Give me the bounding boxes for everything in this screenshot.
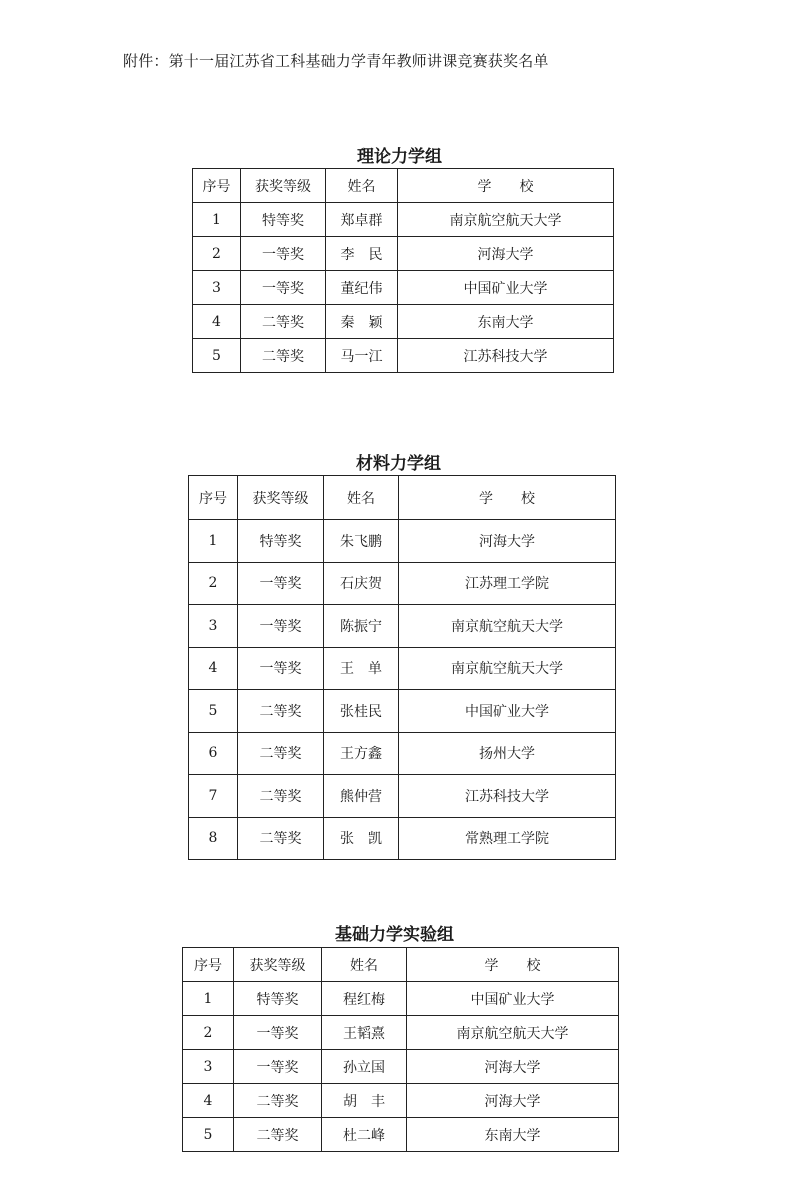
cell-award-level: 一等奖: [238, 647, 324, 690]
cell-school: 河海大学: [398, 237, 614, 271]
cell-name: 熊仲营: [324, 775, 399, 818]
cell-award-level: 二等奖: [241, 305, 326, 339]
column-header-level: 获奖等级: [234, 948, 322, 982]
cell-seq: 4: [183, 1084, 234, 1118]
cell-school: 常熟理工学院: [399, 817, 616, 860]
column-header-school: 学 校: [398, 169, 614, 203]
table-row: [193, 237, 614, 271]
cell-school: 江苏科技大学: [399, 775, 616, 818]
cell-name: 李 民: [326, 237, 398, 271]
cell-school: 河海大学: [407, 1050, 619, 1084]
attachment-header: 附件：第十一届江苏省工科基础力学青年教师讲课竞赛获奖名单: [123, 52, 549, 70]
cell-award-level: 二等奖: [238, 732, 324, 775]
table-row: [189, 520, 616, 563]
column-header-name: 姓名: [322, 948, 407, 982]
table-row: [189, 562, 616, 605]
cell-award-level: 一等奖: [241, 271, 326, 305]
table-header-row: [193, 169, 614, 203]
table-header-row: [183, 948, 619, 982]
cell-award-level: 一等奖: [241, 237, 326, 271]
cell-seq: 4: [193, 305, 241, 339]
column-header-seq: 序号: [189, 476, 238, 520]
table-row: [183, 1084, 619, 1118]
theoretical-mechanics-table: [192, 168, 614, 373]
section-title-theoretical-mechanics: 理论力学组: [357, 147, 442, 167]
column-header-level: 获奖等级: [238, 476, 324, 520]
cell-seq: 5: [193, 339, 241, 373]
table-header-row: [189, 476, 616, 520]
cell-seq: 7: [189, 775, 238, 818]
section-title-mechanics-experiment: 基础力学实验组: [335, 925, 454, 945]
cell-seq: 5: [189, 690, 238, 733]
table-row: [189, 775, 616, 818]
cell-award-level: 特等奖: [241, 203, 326, 237]
cell-seq: 8: [189, 817, 238, 860]
cell-school: 中国矿业大学: [407, 982, 619, 1016]
cell-seq: 4: [189, 647, 238, 690]
table-row: [193, 271, 614, 305]
table-row: [189, 817, 616, 860]
materials-mechanics-table: [188, 475, 616, 860]
cell-name: 杜二峰: [322, 1118, 407, 1152]
cell-award-level: 二等奖: [238, 817, 324, 860]
table-row: [189, 605, 616, 648]
cell-name: 胡 丰: [322, 1084, 407, 1118]
table-row: [183, 1050, 619, 1084]
table-row: [183, 982, 619, 1016]
cell-seq: 2: [189, 562, 238, 605]
cell-school: 江苏科技大学: [398, 339, 614, 373]
cell-award-level: 二等奖: [238, 775, 324, 818]
cell-award-level: 一等奖: [234, 1016, 322, 1050]
table-row: [183, 1118, 619, 1152]
cell-school: 南京航空航天大学: [398, 203, 614, 237]
cell-name: 程红梅: [322, 982, 407, 1016]
column-header-level: 获奖等级: [241, 169, 326, 203]
table-row: [183, 1016, 619, 1050]
column-header-school: 学 校: [407, 948, 619, 982]
cell-name: 孙立国: [322, 1050, 407, 1084]
cell-award-level: 特等奖: [234, 982, 322, 1016]
cell-seq: 3: [183, 1050, 234, 1084]
cell-seq: 2: [183, 1016, 234, 1050]
cell-name: 王韬熹: [322, 1016, 407, 1050]
cell-name: 王方鑫: [324, 732, 399, 775]
cell-name: 朱飞鹏: [324, 520, 399, 563]
cell-school: 江苏理工学院: [399, 562, 616, 605]
cell-seq: 5: [183, 1118, 234, 1152]
cell-name: 王 单: [324, 647, 399, 690]
cell-name: 张 凯: [324, 817, 399, 860]
mechanics-experiment-table: [182, 947, 619, 1152]
table-row: [193, 203, 614, 237]
cell-seq: 3: [189, 605, 238, 648]
table-row: [193, 305, 614, 339]
cell-name: 石庆贺: [324, 562, 399, 605]
cell-award-level: 二等奖: [234, 1084, 322, 1118]
column-header-school: 学 校: [399, 476, 616, 520]
cell-name: 张桂民: [324, 690, 399, 733]
table-row: [193, 339, 614, 373]
section-title-materials-mechanics: 材料力学组: [356, 454, 441, 474]
cell-school: 南京航空航天大学: [399, 605, 616, 648]
cell-seq: 1: [193, 203, 241, 237]
cell-award-level: 一等奖: [234, 1050, 322, 1084]
table-row: [189, 732, 616, 775]
column-header-name: 姓名: [326, 169, 398, 203]
cell-school: 河海大学: [399, 520, 616, 563]
cell-name: 郑卓群: [326, 203, 398, 237]
table-row: [189, 690, 616, 733]
cell-seq: 1: [183, 982, 234, 1016]
cell-school: 东南大学: [407, 1118, 619, 1152]
cell-seq: 3: [193, 271, 241, 305]
cell-seq: 2: [193, 237, 241, 271]
cell-school: 中国矿业大学: [398, 271, 614, 305]
table-row: [189, 647, 616, 690]
cell-seq: 1: [189, 520, 238, 563]
cell-school: 中国矿业大学: [399, 690, 616, 733]
cell-school: 扬州大学: [399, 732, 616, 775]
cell-name: 陈振宁: [324, 605, 399, 648]
cell-seq: 6: [189, 732, 238, 775]
cell-award-level: 二等奖: [238, 690, 324, 733]
cell-award-level: 特等奖: [238, 520, 324, 563]
cell-school: 南京航空航天大学: [407, 1016, 619, 1050]
column-header-seq: 序号: [183, 948, 234, 982]
cell-award-level: 二等奖: [234, 1118, 322, 1152]
cell-school: 河海大学: [407, 1084, 619, 1118]
cell-award-level: 一等奖: [238, 605, 324, 648]
cell-award-level: 二等奖: [241, 339, 326, 373]
cell-name: 秦 颖: [326, 305, 398, 339]
cell-school: 南京航空航天大学: [399, 647, 616, 690]
column-header-seq: 序号: [193, 169, 241, 203]
cell-award-level: 一等奖: [238, 562, 324, 605]
column-header-name: 姓名: [324, 476, 399, 520]
cell-school: 东南大学: [398, 305, 614, 339]
cell-name: 马一江: [326, 339, 398, 373]
cell-name: 董纪伟: [326, 271, 398, 305]
